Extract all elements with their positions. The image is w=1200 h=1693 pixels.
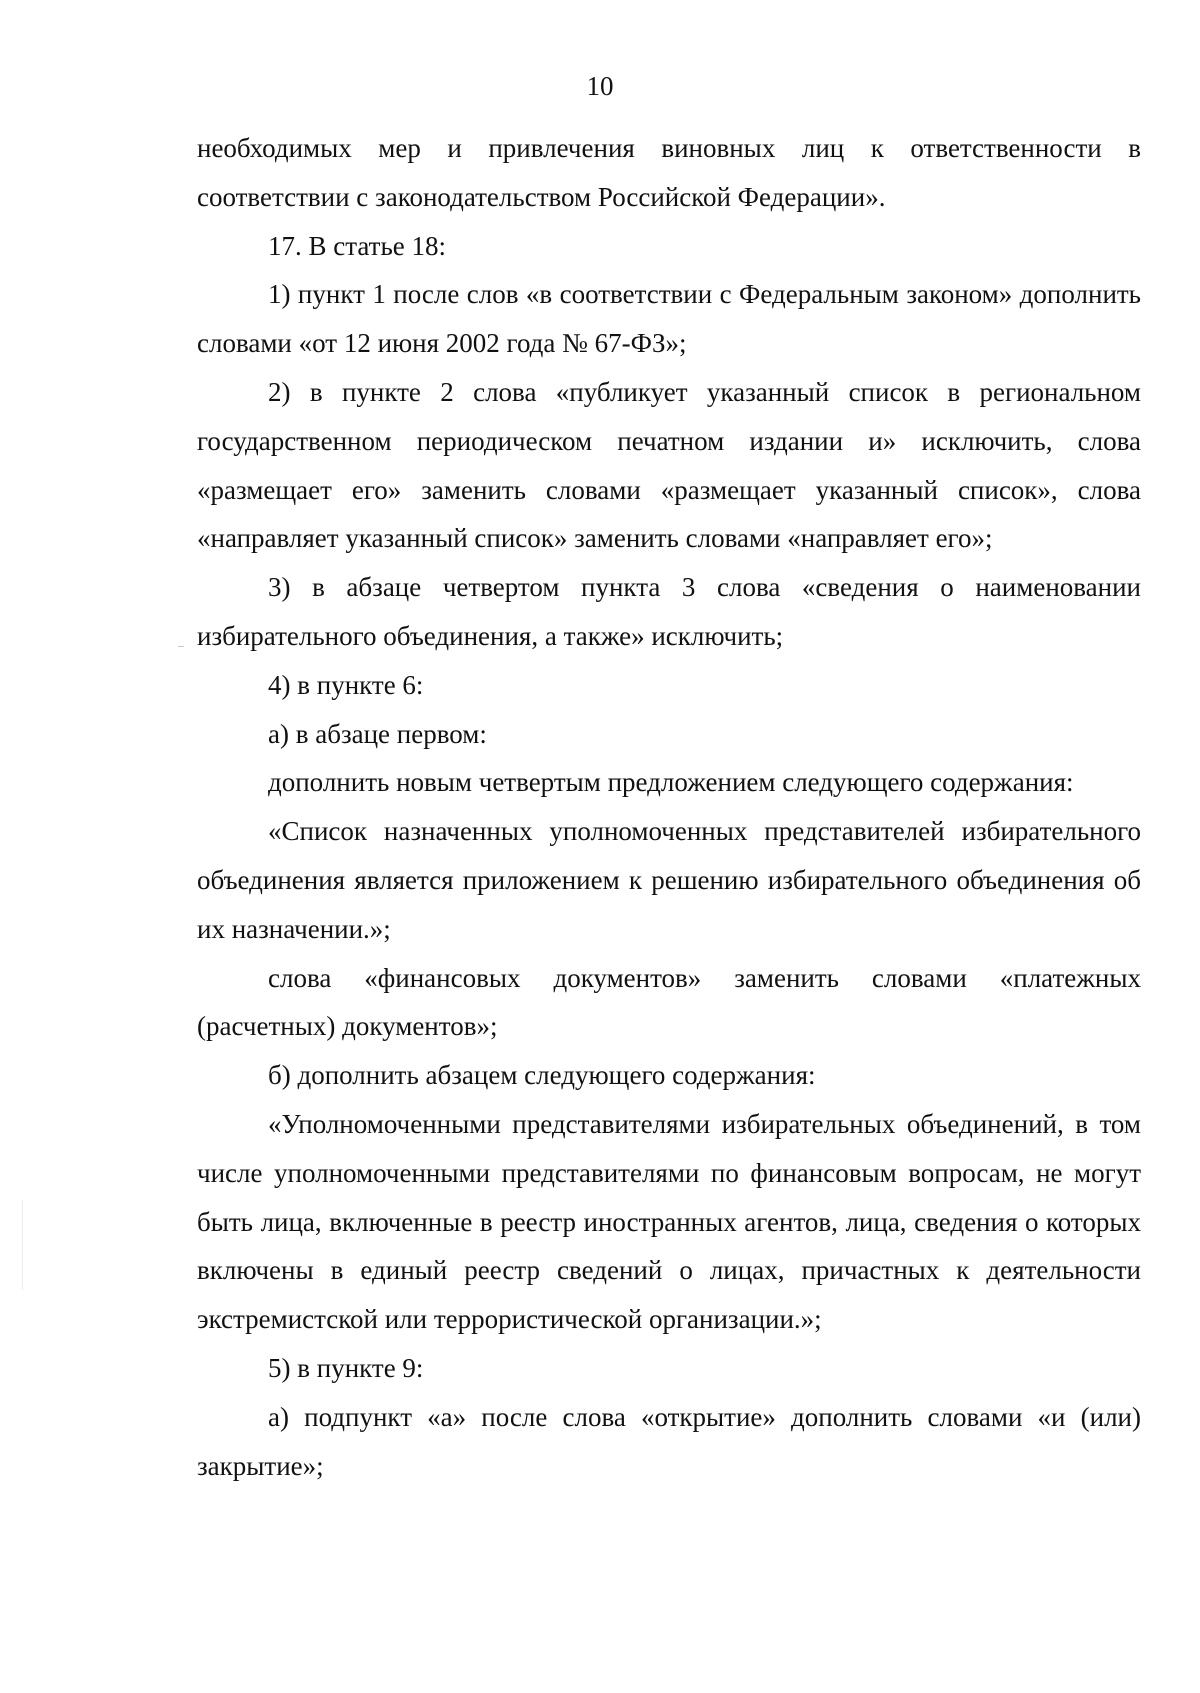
page-number: 10 — [586, 71, 614, 101]
paragraph-11: б) дополнить абзацем следующего содержания: — [268, 1060, 816, 1091]
paragraph-2: 17. В статье 18: — [268, 230, 447, 261]
scan-speck — [178, 646, 184, 647]
paragraph-3: 1) пункт 1 после слов «в соответствии с Федеральным законом» дополнить словами «от 12 июня 2002 года № 67-ФЗ»; — [197, 279, 1141, 359]
scan-speck — [22, 1200, 23, 1290]
paragraph-9: «Список назначенных уполномоченных представителей избирательного объединения является приложением к решению избирательного объединения об их назначении.»; — [197, 816, 1141, 944]
paragraph-14: а) подпункт «а» после слова «открытие» дополнить словами «и (или) закрытие»; — [197, 1401, 1141, 1481]
paragraph-6: 4) в пункте 6: — [268, 669, 424, 700]
paragraph-5: 3) в абзаце четвертом пункта 3 слова «сведения о наименовании избирательного объединения, а также» исключить; — [197, 572, 1141, 651]
paragraph-1: необходимых мер и привлечения виновных лиц к ответственности в соответствии с законодательством Российской Федерации». — [197, 133, 1141, 212]
paragraph-4: 2) в пункте 2 слова «публикует указанный список в региональном государственном периодическом печатном издании и» исключить, слова «размещает его» заменить словами «размещает указанный список», слова «направляет указанный список» заменить словами «направляет его»; — [197, 376, 1141, 554]
document-body — [197, 124, 1141, 1490]
paragraph-10: слова «финансовых документов» заменить словами «платежных (расчетных) документов»; — [197, 962, 1141, 1042]
paragraph-12: «Уполномоченными представителями избирательных объединений, в том числе уполномоченными представителями по финансовым вопросам, не могут быть лица, включенные в реестр иностранных агентов, лица, сведения о которых включены в единый реестр сведений о лицах, причастных к деятельности экстремистской или террористической организации.»; — [197, 1108, 1141, 1335]
paragraph-7: а) в абзаце первом: — [268, 718, 487, 749]
paragraph-8: дополнить новым четвертым предложением следующего содержания: — [268, 767, 1074, 798]
paragraph-13: 5) в пункте 9: — [268, 1352, 424, 1383]
